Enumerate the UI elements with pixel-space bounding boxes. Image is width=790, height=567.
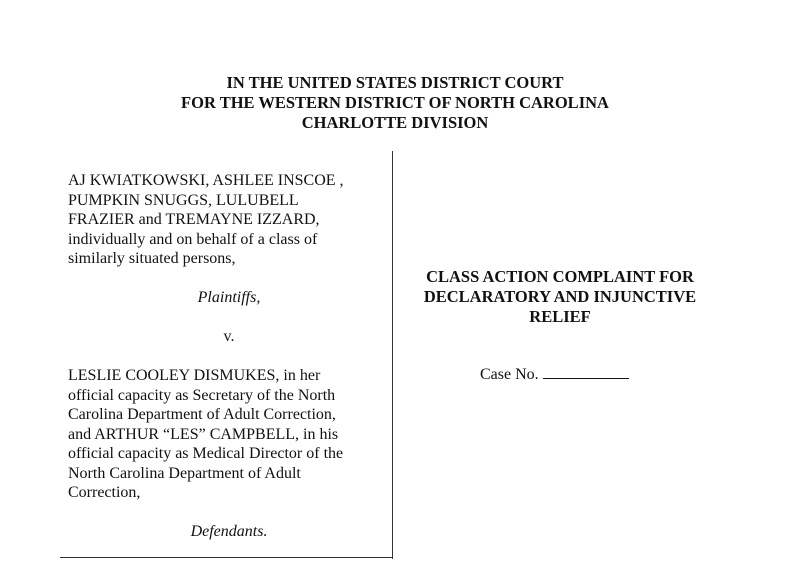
plaintiffs-line: AJ KWIATKOWSKI, ASHLEE INSCOE ,: [68, 172, 344, 189]
defendants-role-label: Defendants.: [190, 523, 268, 540]
complaint-title-line: CLASS ACTION COMPLAINT FOR: [426, 267, 694, 286]
plaintiffs-line: FRAZIER and TREMAYNE IZZARD,: [68, 211, 320, 228]
plaintiffs-line: PUMPKIN SNUGGS, LULUBELL: [68, 191, 299, 209]
complaint-title-line: DECLARATORY AND INJUNCTIVE: [423, 287, 697, 306]
court-header: [0, 73, 790, 133]
caption-vertical-divider: [392, 151, 393, 559]
defendants-line: Carolina Department of Adult Correction,: [68, 406, 336, 423]
case-caption-parties: [68, 171, 390, 542]
plaintiffs-line: individually and on behalf of a class of: [68, 230, 318, 248]
district-line: FOR THE WESTERN DISTRICT OF NORTH CAROLINA: [181, 93, 609, 112]
defendants-line: North Carolina Department of Adult: [68, 464, 301, 482]
case-number-blank: [543, 364, 629, 379]
complaint-title: [400, 267, 720, 327]
defendants-line: official capacity as Secretary of the North: [68, 386, 336, 404]
plaintiffs-role-label: Plaintiffs,: [197, 289, 261, 306]
defendants-line: official capacity as Medical Director of the: [68, 445, 344, 462]
plaintiffs-line: similarly situated persons,: [68, 250, 236, 267]
court-name-line: IN THE UNITED STATES DISTRICT COURT: [226, 73, 564, 92]
versus-label: v.: [223, 328, 235, 345]
complaint-title-line: RELIEF: [529, 307, 591, 326]
caption-bottom-divider: [60, 557, 393, 558]
defendants-line: LESLIE COOLEY DISMUKES, in her: [68, 367, 321, 384]
defendants-line: Correction,: [68, 484, 141, 501]
case-number-label: Case No.: [480, 366, 539, 383]
case-number: [480, 364, 629, 384]
defendants-line: and ARTHUR “LES” CAMPBELL, in his: [68, 425, 339, 443]
division-line: CHARLOTTE DIVISION: [301, 113, 489, 132]
